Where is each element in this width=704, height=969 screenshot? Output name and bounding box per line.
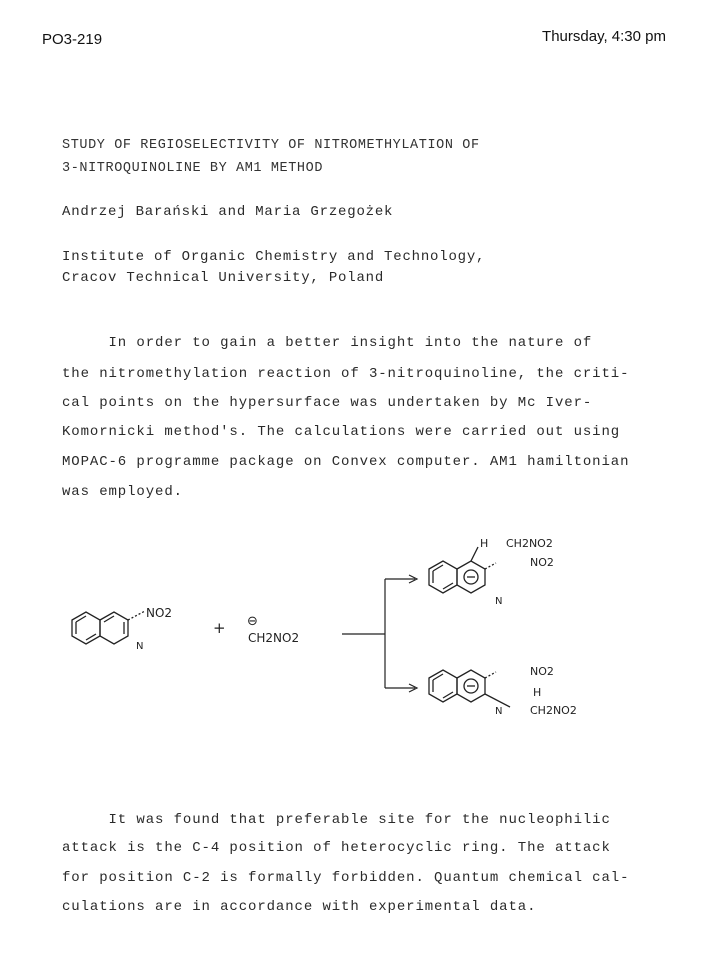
product-c2-adduct [429, 670, 510, 707]
reaction-scheme [0, 525, 704, 730]
title-line-1: STUDY OF REGIOSELECTIVITY OF NITROMETHYLATION OF [62, 138, 480, 153]
session-time: Thursday, 4:30 pm [542, 28, 666, 45]
reactant-n-label: N [136, 641, 144, 652]
paragraph2-line-2: attack is the C-4 position of heterocyclic ring. The attack [62, 840, 611, 856]
carbanion-charge: ⊖ [247, 614, 258, 629]
paragraph2-line-3: for position C-2 is formally forbidden. Quantum chemical cal- [62, 870, 630, 886]
p2-n-label: N [495, 706, 503, 717]
abstract-code: PO3-219 [42, 31, 103, 48]
reactant-3-nitroquinoline [72, 611, 145, 644]
title-line-2: 3-NITROQUINOLINE BY AM1 METHOD [62, 161, 324, 176]
p2-ch2no2-label: CH2NO2 [530, 704, 577, 717]
reactant-no2-label: NO2 [146, 606, 173, 620]
paragraph1-line-5: MOPAC-6 programme package on Convex computer. AM1 hamiltonian [62, 454, 630, 470]
paragraph1-line-3: cal points on the hypersurface was undertaken by Mc Iver- [62, 395, 593, 411]
paragraph1-line-4: Komornicki method's. The calculations were carried out using [62, 424, 621, 440]
authors: Andrzej Barański and Maria Grzegożek [62, 204, 394, 220]
paragraph2-line-4: culations are in accordance with experimental data. [62, 899, 537, 915]
plus-sign: + [213, 619, 226, 637]
paragraph1-line-6: was employed. [62, 484, 183, 500]
affiliation-line-1: Institute of Organic Chemistry and Technology, [62, 249, 486, 265]
p1-h-label: H [480, 537, 489, 550]
p1-no2-label: NO2 [530, 556, 554, 569]
paragraph1-line-1: In order to gain a better insight into the nature of [62, 335, 593, 351]
branch-arrows [342, 575, 417, 692]
p1-ch2no2-label: CH2NO2 [506, 537, 553, 550]
p2-no2-label: NO2 [530, 665, 554, 678]
p2-h-label: H [533, 686, 542, 699]
paragraph2-line-1: It was found that preferable site for the nucleophilic [62, 812, 611, 828]
p1-n-label: N [495, 596, 503, 607]
affiliation-line-2: Cracov Technical University, Poland [62, 270, 385, 286]
paragraph1-line-2: the nitromethylation reaction of 3-nitroquinoline, the criti- [62, 366, 630, 382]
reagent-formula: CH2NO2 [248, 631, 300, 645]
product-c4-adduct [429, 547, 496, 593]
